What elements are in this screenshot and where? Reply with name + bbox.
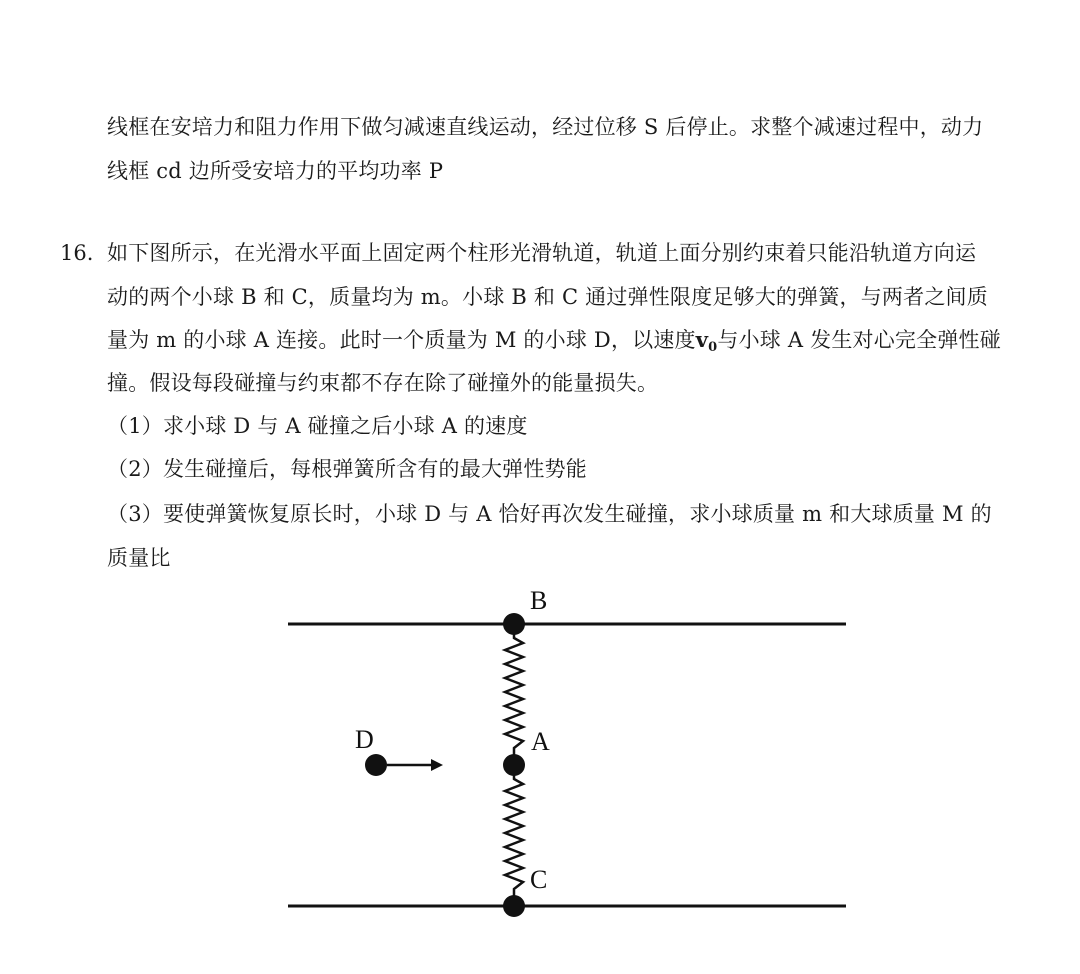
sub-question-3-line-2: 质量比: [107, 546, 171, 570]
velocity-subscript: 0: [708, 340, 718, 355]
problem-line-2: 动的两个小球 B 和 C，质量均为 m。小球 B 和 C 通过弹性限度足够大的弹簧，与两者之间质: [107, 285, 988, 309]
prev-problem-line-2: 线框 cd 边所受安培力的平均功率 P: [107, 159, 444, 183]
label-b: B: [530, 586, 548, 615]
ball-c: [503, 895, 525, 917]
problem-line-1: 如下图所示，在光滑水平面上固定两个柱形光滑轨道，轨道上面分别约束着只能沿轨道方向运: [107, 241, 977, 265]
velocity-arrow-head: [431, 759, 443, 771]
upper-spring: [505, 630, 523, 758]
problem-number: 16.: [60, 241, 94, 265]
ball-d: [365, 754, 387, 776]
problem-line-4: 撞。假设每段碰撞与约束都不存在除了碰撞外的能量损失。: [107, 371, 659, 395]
problem-line-3-start: 量为 m 的小球 A 连接。此时一个质量为 M 的小球 D，以速度: [107, 328, 696, 352]
lower-spring: [505, 772, 523, 900]
label-c: C: [530, 865, 548, 894]
ball-a: [503, 754, 525, 776]
label-d: D: [355, 725, 374, 754]
sub-question-2: （2）发生碰撞后，每根弹簧所含有的最大弹性势能: [107, 457, 587, 481]
sub-question-3-line-1: （3）要使弹簧恢复原长时，小球 D 与 A 恰好再次发生碰撞，求小球质量 m 和大球质量 M 的: [107, 502, 992, 526]
velocity-symbol: $v_0$: [695, 327, 718, 355]
prev-problem-line-1: 线框在安培力和阻力作用下做匀减速直线运动，经过位移 S 后停止。求整个减速过程中，动力: [107, 115, 984, 139]
sub-question-1: （1）求小球 D 与 A 碰撞之后小球 A 的速度: [107, 414, 528, 438]
label-a: A: [531, 727, 550, 756]
ball-b: [503, 613, 525, 635]
problem-line-3-end: 与小球 A 发生对心完全弹性碰: [717, 328, 1001, 352]
